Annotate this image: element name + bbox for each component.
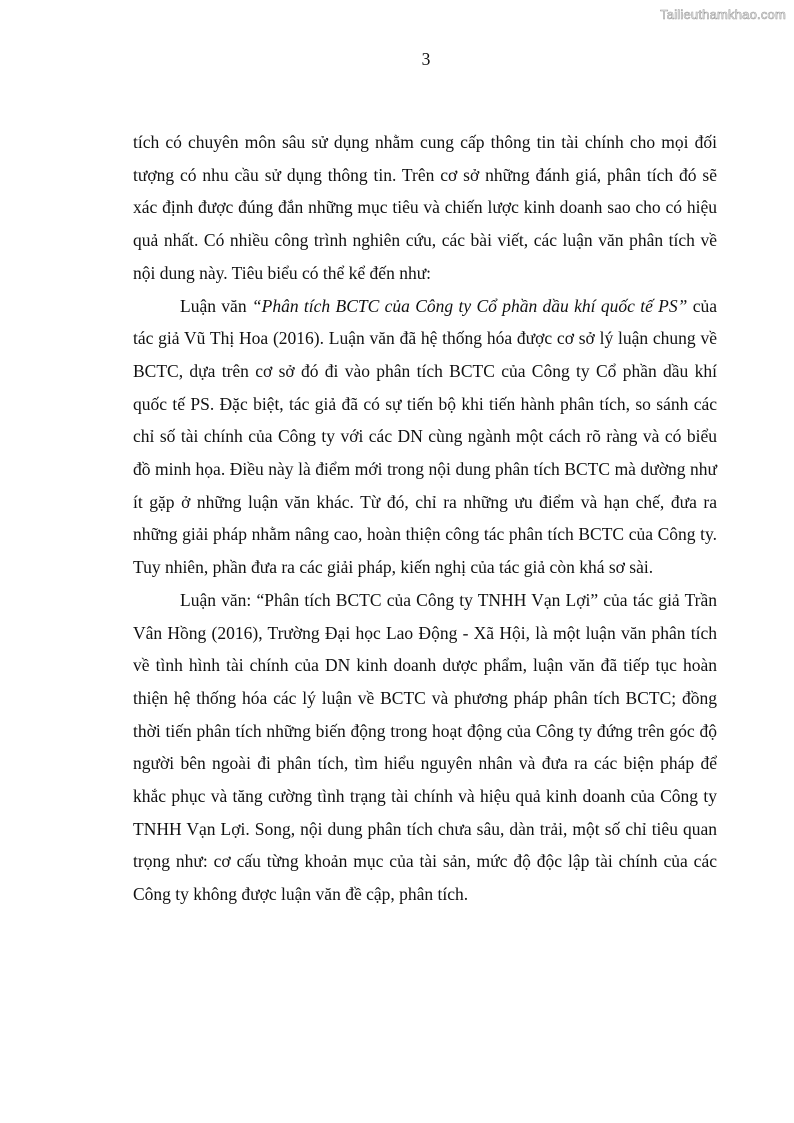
paragraph-1: tích có chuyên môn sâu sử dụng nhằm cung cấp thông tin tài chính cho mọi đối tượng có nhu cầu sử dụng thông tin. Trên cơ sở những đánh giá, phân tích đó sẽ xác định được đúng đắn những mục tiêu và chiến lược kinh doanh sao cho có hiệu quả nhất. Có nhiều công trình nghiên cứu, các bài viết, các luận văn phân tích về nội dung này. Tiêu biểu có thể kể đến như:: [133, 132, 717, 283]
watermark-text: Tailieuthamkhao.com: [660, 7, 786, 22]
paragraph-2-lead: Luận văn: [180, 295, 252, 316]
paragraph-2: [133, 290, 717, 584]
paragraph-3: Luận văn: “Phân tích BCTC của Công ty TNHH Vạn Lợi” của tác giả Trần Vân Hồng (2016), Trường Đại học Lao Động - Xã Hội, là một luận văn phân tích về tình hình tài chính của DN kinh doanh dược phẩm, luận văn đã tiếp tục hoàn thiện hệ thống hóa các lý luận về BCTC và phương pháp phân tích BCTC; đồng thời tiến phân tích những biến động trong hoạt động của Công ty đứng trên góc độ người bên ngoài đi phân tích, tìm hiểu nguyên nhân và đưa ra các biện pháp để khắc phục và tăng cường tình trạng tài chính và hiệu quả kinh doanh của Công ty TNHH Vạn Lợi. Song, nội dung phân tích chưa sâu, dàn trải, một số chỉ tiêu quan trọng như: cơ cấu từng khoản mục của tài sản, mức độ độc lập tài chính của các Công ty không được luận văn đề cập, phân tích.: [133, 589, 717, 905]
page-number: 3: [421, 49, 431, 69]
thesis-title-italic: “Phân tích BCTC của Công ty Cổ phần dầu khí quốc tế PS”: [251, 295, 688, 316]
paragraph-2-rest: của tác giả Vũ Thị Hoa (2016). Luận văn đã hệ thống hóa được cơ sở lý luận chung về BCTC, dựa trên cơ sở đó đi vào phân tích BCTC của Công ty Cổ phần dầu khí quốc tế PS. Đặc biệt, tác giả đã có sự tiến bộ khi tiến hành phân tích, so sánh các chỉ số tài chính của Công ty với các DN cùng ngành một cách rõ ràng và có biểu đồ minh họa. Điều này là điểm mới trong nội dung phân tích BCTC mà dường như ít gặp ở những luận văn khác. Từ đó, chỉ ra những ưu điểm và hạn chế, đưa ra những giải pháp nhằm nâng cao, hoàn thiện công tác phân tích BCTC của Công ty. Tuy nhiên, phần đưa ra các giải pháp, kiến nghị của tác giả còn khá sơ sài.: [133, 295, 717, 578]
document-body: [133, 126, 717, 911]
